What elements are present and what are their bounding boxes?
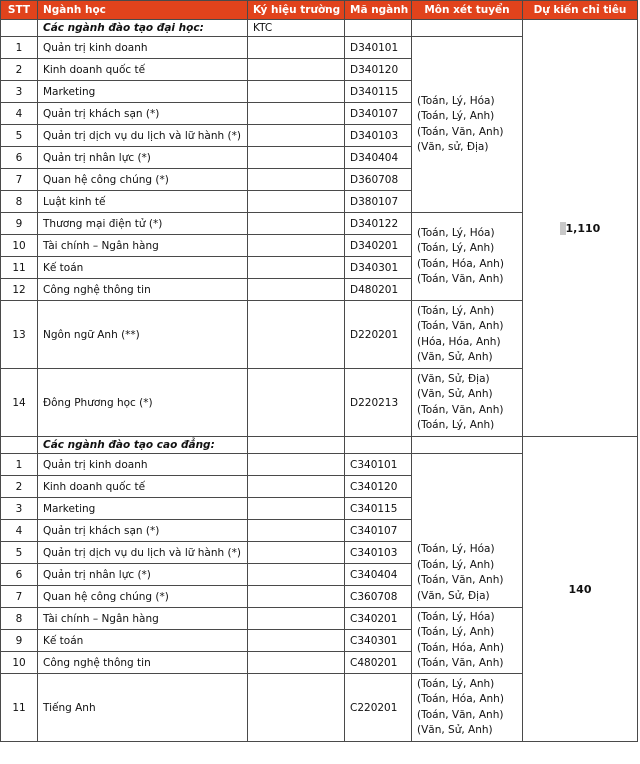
row-major: Quản trị khách sạn (*) bbox=[38, 520, 248, 542]
row-stt: 3 bbox=[1, 498, 38, 520]
row-major: Công nghệ thông tin bbox=[38, 652, 248, 674]
section-code-empty bbox=[345, 437, 412, 454]
row-stt: 9 bbox=[1, 630, 38, 652]
row-major: Kế toán bbox=[38, 257, 248, 279]
row-stt: 10 bbox=[1, 235, 38, 257]
combo-line: (Toán, Lý, Anh) bbox=[417, 110, 495, 122]
row-stt: 8 bbox=[1, 608, 38, 630]
row-major: Quản trị nhân lực (*) bbox=[38, 564, 248, 586]
row-code: D380107 bbox=[345, 191, 412, 213]
row-major: Quản trị kinh doanh bbox=[38, 37, 248, 59]
row-stt: 6 bbox=[1, 147, 38, 169]
combo-line: (Toán, Lý, Anh) bbox=[417, 626, 495, 638]
row-stt: 1 bbox=[1, 454, 38, 476]
row-school-code bbox=[248, 564, 345, 586]
row-stt: 5 bbox=[1, 125, 38, 147]
combo-line: (Toán, Lý, Anh) bbox=[417, 677, 495, 690]
subject-combo-group-3 bbox=[412, 301, 523, 369]
row-code: D340107 bbox=[345, 103, 412, 125]
row-school-code bbox=[248, 454, 345, 476]
row-stt: 11 bbox=[1, 674, 38, 742]
section-combo-empty bbox=[412, 20, 523, 37]
row-major: Kinh doanh quốc tế bbox=[38, 59, 248, 81]
header-school-code: Ký hiệu trường bbox=[248, 1, 345, 20]
quota-university bbox=[523, 20, 638, 437]
row-school-code bbox=[248, 191, 345, 213]
combo-line: (Toán, Lý, Hóa) bbox=[417, 610, 495, 623]
row-school-code bbox=[248, 59, 345, 81]
row-major: Kế toán bbox=[38, 630, 248, 652]
row-code: D220201 bbox=[345, 301, 412, 369]
row-major: Quản trị dịch vụ du lịch và lữ hành (*) bbox=[38, 125, 248, 147]
row-major: Quản trị dịch vụ du lịch và lữ hành (*) bbox=[38, 542, 248, 564]
row-code: C340107 bbox=[345, 520, 412, 542]
row-stt: 13 bbox=[1, 301, 38, 369]
row-stt: 9 bbox=[1, 213, 38, 235]
row-code: C220201 bbox=[345, 674, 412, 742]
college-combo-group-2 bbox=[412, 608, 523, 674]
row-code: C340120 bbox=[345, 476, 412, 498]
row-school-code bbox=[248, 81, 345, 103]
row-code: C340404 bbox=[345, 564, 412, 586]
combo-line: (Toán, Văn, Anh) bbox=[417, 574, 504, 586]
row-school-code bbox=[248, 103, 345, 125]
combo-line: (Toán, Lý, Hóa) bbox=[417, 543, 495, 555]
row-code: D340122 bbox=[345, 213, 412, 235]
row-major: Quan hệ công chúng (*) bbox=[38, 586, 248, 608]
row-school-code bbox=[248, 586, 345, 608]
row-school-code bbox=[248, 520, 345, 542]
row-code: D340404 bbox=[345, 147, 412, 169]
row-code: D340120 bbox=[345, 59, 412, 81]
row-major: Quản trị nhân lực (*) bbox=[38, 147, 248, 169]
row-stt: 5 bbox=[1, 542, 38, 564]
row-school-code bbox=[248, 674, 345, 742]
combo-line: (Văn, Sử, Anh) bbox=[417, 388, 493, 400]
row-stt: 8 bbox=[1, 191, 38, 213]
row-major: Quản trị kinh doanh bbox=[38, 454, 248, 476]
row-stt: 3 bbox=[1, 81, 38, 103]
row-major: Kinh doanh quốc tế bbox=[38, 476, 248, 498]
row-stt: 10 bbox=[1, 652, 38, 674]
row-major: Công nghệ thông tin bbox=[38, 279, 248, 301]
combo-line: (Toán, Hóa, Anh) bbox=[417, 693, 504, 705]
row-major: Tiếng Anh bbox=[38, 674, 248, 742]
row-code: D340101 bbox=[345, 37, 412, 59]
section-row-college bbox=[1, 437, 638, 454]
row-code: C360708 bbox=[345, 586, 412, 608]
section-combo-empty bbox=[412, 437, 523, 454]
row-code: C480201 bbox=[345, 652, 412, 674]
school-code: KTC bbox=[248, 20, 345, 37]
row-code: C340115 bbox=[345, 498, 412, 520]
combo-line: (Văn, Sử, Anh) bbox=[417, 724, 493, 736]
row-code: D340115 bbox=[345, 81, 412, 103]
section-title-college: Các ngành đào tạo cao đẳng: bbox=[38, 437, 248, 454]
combo-line: (Toán, Lý, Hóa) bbox=[417, 94, 495, 107]
row-school-code bbox=[248, 257, 345, 279]
row-stt: 11 bbox=[1, 257, 38, 279]
section-code-empty bbox=[345, 20, 412, 37]
row-stt: 14 bbox=[1, 369, 38, 437]
row-code: C340101 bbox=[345, 454, 412, 476]
combo-line: (Văn, sử, Địa) bbox=[417, 141, 489, 153]
row-major: Ngôn ngữ Anh (**) bbox=[38, 301, 248, 369]
row-stt: 6 bbox=[1, 564, 38, 586]
row-major: Luật kinh tế bbox=[38, 191, 248, 213]
row-code: C340103 bbox=[345, 542, 412, 564]
row-stt: 7 bbox=[1, 169, 38, 191]
quota-university-value: 1,110 bbox=[565, 221, 601, 235]
row-school-code bbox=[248, 279, 345, 301]
row-stt: 1 bbox=[1, 37, 38, 59]
row-school-code bbox=[248, 630, 345, 652]
row-school-code bbox=[248, 147, 345, 169]
row-school-code bbox=[248, 125, 345, 147]
subject-combo-group-2 bbox=[412, 213, 523, 301]
row-major: Đông Phương học (*) bbox=[38, 369, 248, 437]
header-subjects: Môn xét tuyển bbox=[412, 1, 523, 20]
combo-line: (Toán, Lý, Anh) bbox=[417, 419, 495, 431]
row-school-code bbox=[248, 542, 345, 564]
header-row bbox=[1, 1, 638, 20]
combo-line: (Toán, Hóa, Anh) bbox=[417, 257, 504, 270]
combo-line: (Toán, Lý, Anh) bbox=[417, 304, 495, 317]
combo-line: (Văn, Sử, Địa) bbox=[417, 372, 490, 385]
quota-college: 140 bbox=[523, 437, 638, 742]
row-major: Quan hệ công chúng (*) bbox=[38, 169, 248, 191]
row-code: D360708 bbox=[345, 169, 412, 191]
row-school-code bbox=[248, 169, 345, 191]
row-school-code bbox=[248, 213, 345, 235]
row-code: D340301 bbox=[345, 257, 412, 279]
college-combo-group-1 bbox=[412, 454, 523, 608]
row-code: D480201 bbox=[345, 279, 412, 301]
row-school-code bbox=[248, 652, 345, 674]
row-school-code bbox=[248, 498, 345, 520]
section-row-university bbox=[1, 20, 638, 37]
row-stt: 12 bbox=[1, 279, 38, 301]
college-combo-group-3 bbox=[412, 674, 523, 742]
row-major: Thương mại điện tử (*) bbox=[38, 213, 248, 235]
row-code: C340201 bbox=[345, 608, 412, 630]
combo-line: (Toán, Văn, Anh) bbox=[417, 273, 504, 285]
row-code: D340103 bbox=[345, 125, 412, 147]
row-code: D340201 bbox=[345, 235, 412, 257]
combo-line: (Toán, Văn, Anh) bbox=[417, 403, 504, 416]
header-major: Ngành học bbox=[38, 1, 248, 20]
combo-line: (Văn, Sử, Địa) bbox=[417, 589, 490, 602]
row-major: Quản trị khách sạn (*) bbox=[38, 103, 248, 125]
section-stt-empty bbox=[1, 20, 38, 37]
row-stt: 4 bbox=[1, 103, 38, 125]
row-stt: 7 bbox=[1, 586, 38, 608]
combo-line: (Toán, Hóa, Anh) bbox=[417, 641, 504, 654]
header-stt: STT bbox=[1, 1, 38, 20]
header-quota: Dự kiến chỉ tiêu bbox=[523, 1, 638, 20]
row-major: Tài chính – Ngân hàng bbox=[38, 235, 248, 257]
row-school-code bbox=[248, 301, 345, 369]
combo-line: (Văn, Sử, Anh) bbox=[417, 351, 493, 363]
combo-line: (Toán, Văn, Anh) bbox=[417, 125, 504, 138]
row-school-code bbox=[248, 476, 345, 498]
combo-line: (Toán, Lý, Hóa) bbox=[417, 226, 495, 239]
section-stt-empty bbox=[1, 437, 38, 454]
row-stt: 4 bbox=[1, 520, 38, 542]
combo-line: (Toán, Văn, Anh) bbox=[417, 320, 504, 332]
combo-line: (Toán, Lý, Anh) bbox=[417, 242, 495, 254]
row-code: C340301 bbox=[345, 630, 412, 652]
row-school-code bbox=[248, 235, 345, 257]
row-major: Marketing bbox=[38, 81, 248, 103]
header-major-code: Mã ngành bbox=[345, 1, 412, 20]
combo-line: (Hóa, Hóa, Anh) bbox=[417, 335, 501, 348]
row-school-code bbox=[248, 37, 345, 59]
subject-combo-group-4 bbox=[412, 369, 523, 437]
row-school-code bbox=[248, 608, 345, 630]
row-code: D220213 bbox=[345, 369, 412, 437]
combo-line: (Toán, Văn, Anh) bbox=[417, 657, 504, 669]
section-title-university: Các ngành đào tạo đại học: bbox=[38, 20, 248, 37]
row-stt: 2 bbox=[1, 59, 38, 81]
row-stt: 2 bbox=[1, 476, 38, 498]
combo-line: (Toán, Lý, Anh) bbox=[417, 558, 495, 571]
combo-line: (Toán, Văn, Anh) bbox=[417, 708, 504, 721]
subject-combo-group-1 bbox=[412, 37, 523, 213]
row-major: Tài chính – Ngân hàng bbox=[38, 608, 248, 630]
row-school-code bbox=[248, 369, 345, 437]
row-major: Marketing bbox=[38, 498, 248, 520]
section-school-empty bbox=[248, 437, 345, 454]
